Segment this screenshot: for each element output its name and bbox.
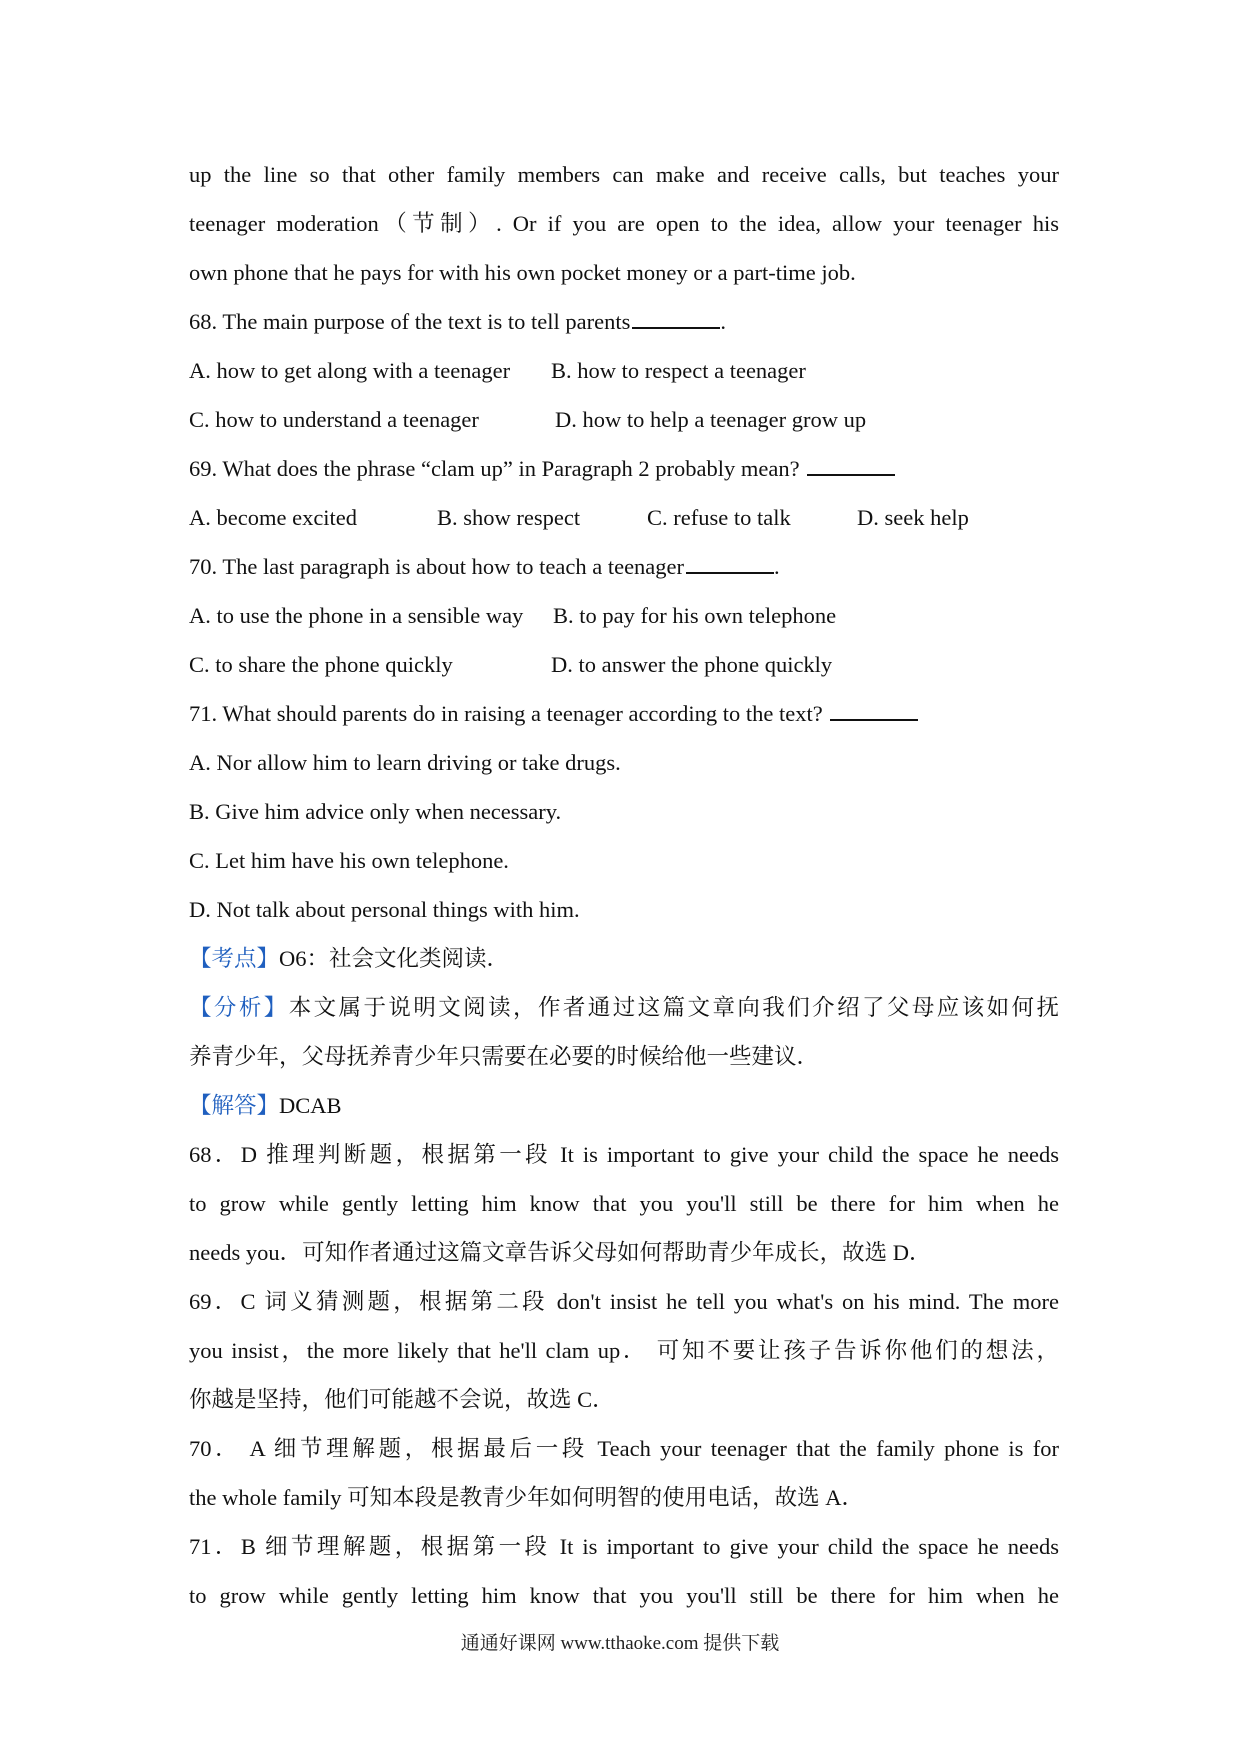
question-70-stem	[189, 542, 1059, 591]
question-70-text: 70. The last paragraph is about how to teach a teenager	[189, 554, 685, 579]
option-70-a: A. to use the phone in a sensible way	[189, 603, 524, 628]
option-71-a: A. Nor allow him to learn driving or take drugs.	[189, 750, 621, 775]
option-70-b: B. to pay for his own telephone	[553, 603, 837, 628]
question-69-options	[189, 493, 1059, 542]
kaodian-label: 【考点】	[189, 946, 280, 971]
question-70-tail: .	[774, 554, 780, 579]
option-69-a: A. become excited	[189, 505, 358, 530]
passage-line: up the line so that other family members can make and receive calls, but teaches your	[189, 162, 1059, 187]
explanation-68-line: needs you．可知作者通过这篇文章告诉父母如何帮助青少年成长，故选 D．	[189, 1240, 932, 1265]
option-71-d: D. Not talk about personal things with him.	[189, 897, 580, 922]
question-71-text: 71. What should parents do in raising a teenager according to the text?	[189, 701, 823, 726]
option-70-c: C. to share the phone quickly	[189, 652, 453, 677]
fenxi-text: 本文属于说明文阅读，作者通过这篇文章向我们介绍了父母应该如何抚	[288, 995, 1059, 1020]
passage-line: own phone that he pays for with his own pocket money or a part-time job.	[189, 260, 856, 285]
question-68-tail: .	[720, 309, 726, 334]
question-69-text: 69. What does the phrase “clam up” in Paragraph 2 probably mean?	[189, 456, 800, 481]
fenxi-label: 【分析】	[189, 995, 289, 1020]
explanation-70-line: the whole family 可知本段是教青少年如何明智的使用电话，故选 A．	[189, 1485, 864, 1510]
answer-blank	[632, 305, 720, 329]
question-68-text: 68. The main purpose of the text is to tell parents	[189, 309, 631, 334]
kaodian-text: O6：社会文化类阅读．	[279, 946, 510, 971]
option-71-c: C. Let him have his own telephone.	[189, 848, 509, 873]
option-71-b: B. Give him advice only when necessary.	[189, 799, 562, 824]
page-content	[189, 150, 1059, 1620]
option-70-d: D. to answer the phone quickly	[551, 652, 833, 677]
option-69-c: C. refuse to talk	[647, 505, 791, 530]
explanation-69-line: 69．C 词义猜测题，根据第二段 don't insist he tell you what's on his mind. The more	[189, 1289, 1059, 1314]
explanation-68-line: 68．D 推理判断题，根据第一段 It is important to give your child the space he needs	[189, 1142, 1059, 1167]
option-68-c: C. how to understand a teenager	[189, 407, 479, 432]
option-68-a: A. how to get along with a teenager	[189, 358, 511, 383]
answer-blank	[686, 550, 774, 574]
explanation-71-line: to grow while gently letting him know that you you'll still be there for him when he	[189, 1583, 1059, 1608]
question-70-options-ab	[189, 591, 1059, 640]
question-68-options-cd	[189, 395, 1059, 444]
explanation-68-line: to grow while gently letting him know that you you'll still be there for him when he	[189, 1191, 1059, 1216]
fenxi-line-2: 养青少年，父母抚养青少年只需要在必要的时候给他一些建议．	[189, 1044, 820, 1069]
question-71-stem	[189, 689, 1059, 738]
question-68-options-ab	[189, 346, 1059, 395]
jieda-text: DCAB	[279, 1093, 342, 1118]
passage-line: teenager moderation（节制）. Or if you are open to the idea, allow your teenager his	[189, 211, 1059, 236]
page-footer: 通通好课网 www.tthaoke.com 提供下载	[460, 1633, 780, 1654]
question-68-stem	[189, 297, 1059, 346]
fenxi-line	[189, 983, 1059, 1032]
answer-blank	[830, 697, 918, 721]
question-70-options-cd	[189, 640, 1059, 689]
jieda-label: 【解答】	[189, 1093, 280, 1118]
answer-blank	[807, 452, 895, 476]
question-69-stem	[189, 444, 1059, 493]
explanation-69-line: you insist，the more likely that he'll clam up． 可知不要让孩子告诉你他们的想法，	[189, 1338, 1059, 1363]
option-69-b: B. show respect	[437, 505, 581, 530]
explanation-70-line: 70． A 细节理解题，根据最后一段 Teach your teenager that the family phone is for	[189, 1436, 1059, 1461]
jieda-line	[189, 1081, 1059, 1130]
explanation-71-line: 71．B 细节理解题，根据第一段 It is important to give your child the space he needs	[189, 1534, 1059, 1559]
kaodian-line	[189, 934, 1059, 983]
option-68-b: B. how to respect a teenager	[551, 358, 806, 383]
explanation-69-line: 你越是坚持，他们可能越不会说，故选 C．	[189, 1387, 615, 1412]
option-68-d: D. how to help a teenager grow up	[555, 407, 867, 432]
option-69-d: D. seek help	[857, 505, 969, 530]
